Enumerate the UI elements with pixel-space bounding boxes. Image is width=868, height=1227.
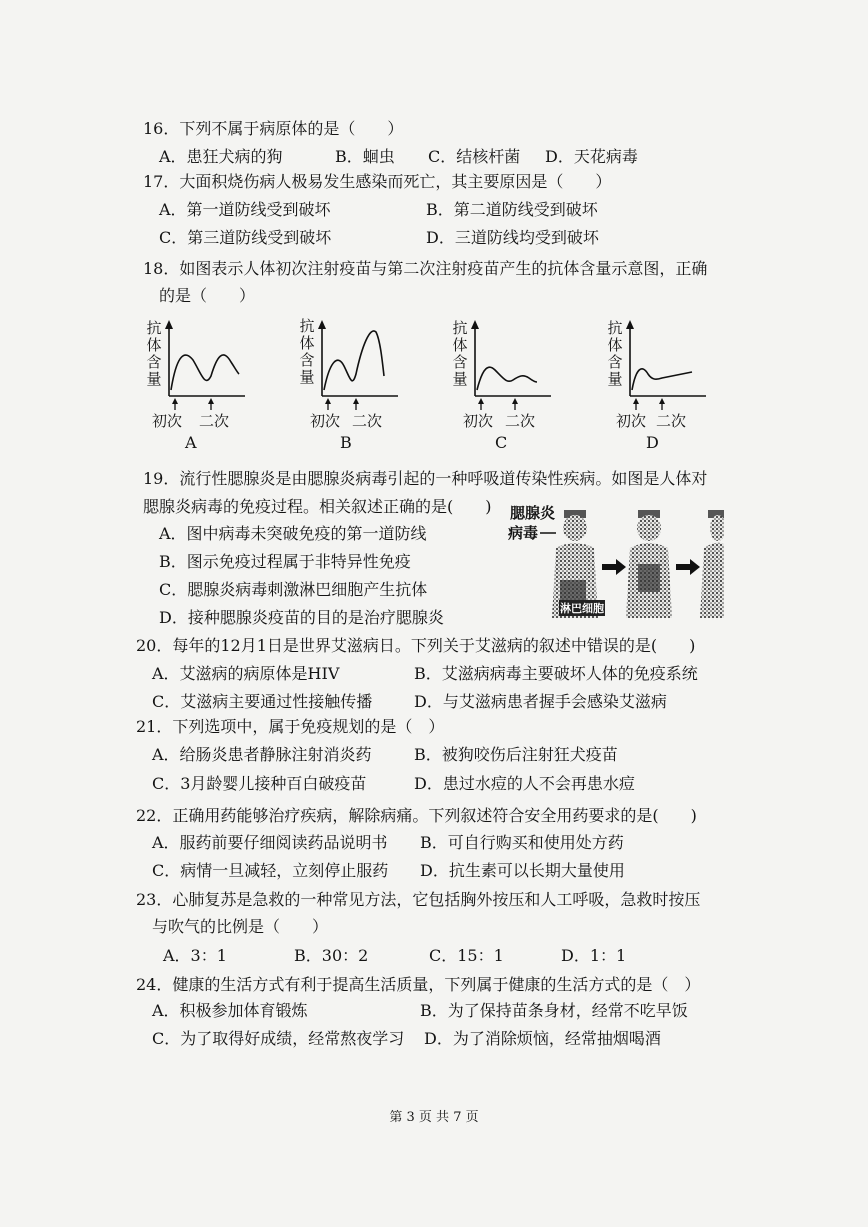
q24-option-a: A．积极参加体育锻炼	[152, 1001, 308, 1020]
graph-a-second-label: 二次	[199, 412, 230, 430]
q17-option-c: C．第三道防线受到破坏	[159, 228, 332, 247]
q21-option-a: A．给肠炎患者静脉注射消炎药	[152, 745, 372, 764]
q20-option-b: B．艾滋病病毒主要破坏人体的免疫系统	[414, 664, 698, 683]
graph-b-label: B	[340, 433, 352, 452]
q19-stem-line1: 19．流行性腮腺炎是由腮腺炎病毒引起的一种呼吸道传染性疾病。如图是人体对	[143, 469, 708, 488]
q21-stem: 21．下列选项中，属于免疫规划的是（ ）	[136, 717, 445, 736]
q23-stem-line1: 23．心肺复苏是急救的一种常见方法，它包括胸外按压和人工呼吸，急救时按压	[136, 890, 701, 909]
graph-c-plot	[451, 318, 591, 418]
q16-stem: 16．下列不属于病原体的是（ ）	[143, 119, 404, 138]
graph-d-ylabel: 抗 体 含 量	[607, 319, 623, 388]
q17-stem: 17．大面积烧伤病人极易发生感染而死亡，其主要原因是（ ）	[143, 172, 612, 191]
q19-immune-figure	[504, 500, 724, 630]
q23-option-a: A．3：1	[163, 946, 227, 965]
q21-option-c: C．3月龄婴儿接种百白破疫苗	[152, 774, 367, 793]
q18-graph-d	[606, 318, 746, 458]
graph-c-first-label: 初次	[463, 412, 494, 430]
graph-b-first-label: 初次	[310, 412, 341, 430]
graph-d-label: D	[646, 433, 659, 452]
q20-stem: 20．每年的12月1日是世界艾滋病日。下列关于艾滋病的叙述中错误的是( )	[136, 636, 696, 655]
q23-stem-line2: 与吹气的比例是（ ）	[152, 917, 329, 936]
q17-option-d: D．三道防线均受到破坏	[426, 228, 599, 247]
graph-c-label: C	[495, 433, 508, 452]
q16-option-c: C．结核杆菌	[428, 147, 521, 166]
graph-c-second-label: 二次	[505, 412, 536, 430]
graph-a-first-label: 初次	[152, 412, 183, 430]
graph-b-ylabel: 抗 体 含 量	[299, 317, 315, 386]
q19-option-d: D．接种腮腺炎疫苗的目的是治疗腮腺炎	[159, 608, 444, 627]
q18-graph-c	[451, 318, 591, 458]
q19-option-a: A．图中病毒未突破免疫的第一道防线	[159, 524, 427, 543]
graph-d-second-label: 二次	[656, 412, 687, 430]
q24-option-b: B．为了保持苗条身材，经常不吃早饭	[420, 1001, 688, 1020]
figure-lymphocyte-text: 淋巴细胞	[560, 602, 604, 615]
graph-a-plot	[145, 318, 285, 418]
graph-d-plot	[606, 318, 746, 418]
q21-option-d: D．患过水痘的人不会再患水痘	[414, 774, 635, 793]
q18-graph-b	[298, 318, 438, 458]
q23-option-d: D．1：1	[561, 946, 627, 965]
q22-option-b: B．可自行购买和使用处方药	[420, 833, 624, 852]
q22-option-c: C．病情一旦减轻，立刻停止服药	[152, 861, 389, 880]
q19-stem-line2: 腮腺炎病毒的免疫过程。相关叙述正确的是( )	[143, 497, 492, 516]
q16-option-a: A．患狂犬病的狗	[159, 147, 283, 166]
q22-option-d: D．抗生素可以长期大量使用	[420, 861, 625, 880]
q24-option-d: D．为了消除烦恼，经常抽烟喝酒	[424, 1029, 661, 1048]
q19-option-c: C．腮腺炎病毒刺激淋巴细胞产生抗体	[159, 580, 428, 599]
q20-option-a: A．艾滋病的病原体是HIV	[152, 664, 340, 683]
q18-stem-line1: 18．如图表示人体初次注射疫苗与第二次注射疫苗产生的抗体含量示意图，正确	[143, 259, 708, 278]
q24-option-c: C．为了取得好成绩，经常熬夜学习	[152, 1029, 405, 1048]
figure-virus-label-2: 病毒	[508, 524, 539, 542]
q17-option-a: A．第一道防线受到破坏	[159, 200, 331, 219]
graph-c-ylabel: 抗 体 含 量	[452, 319, 468, 388]
page-footer: 第 3 页 共 7 页	[389, 1110, 479, 1125]
q18-stem-line2: 的是（ ）	[159, 286, 256, 305]
figure-virus-label-1: 腮腺炎	[510, 504, 556, 522]
q19-option-b: B．图示免疫过程属于非特异性免疫	[159, 552, 411, 571]
q24-stem: 24．健康的生活方式有利于提高生活质量，下列属于健康的生活方式的是（ ）	[136, 975, 701, 994]
q17-option-b: B．第二道防线受到破坏	[426, 200, 598, 219]
graph-b-plot	[298, 318, 438, 418]
q23-option-b: B．30：2	[294, 946, 369, 965]
q16-option-b: B．蛔虫	[335, 147, 395, 166]
q18-graph-a	[145, 318, 285, 458]
q23-option-c: C．15：1	[429, 946, 504, 965]
graph-b-second-label: 二次	[352, 412, 383, 430]
q20-option-c: C．艾滋病主要通过性接触传播	[152, 692, 373, 711]
q21-option-b: B．被狗咬伤后注射狂犬疫苗	[414, 745, 618, 764]
q22-option-a: A．服药前要仔细阅读药品说明书	[152, 833, 388, 852]
figure-body-silhouettes	[504, 500, 724, 630]
graph-a-label: A	[185, 433, 197, 452]
graph-d-first-label: 初次	[616, 412, 647, 430]
q22-stem: 22．正确用药能够治疗疾病，解除病痛。下列叙述符合安全用药要求的是( )	[136, 806, 697, 825]
graph-a-ylabel: 抗 体 含 量	[146, 319, 162, 388]
q20-option-d: D．与艾滋病患者握手会感染艾滋病	[414, 692, 667, 711]
q16-option-d: D．天花病毒	[545, 147, 638, 166]
